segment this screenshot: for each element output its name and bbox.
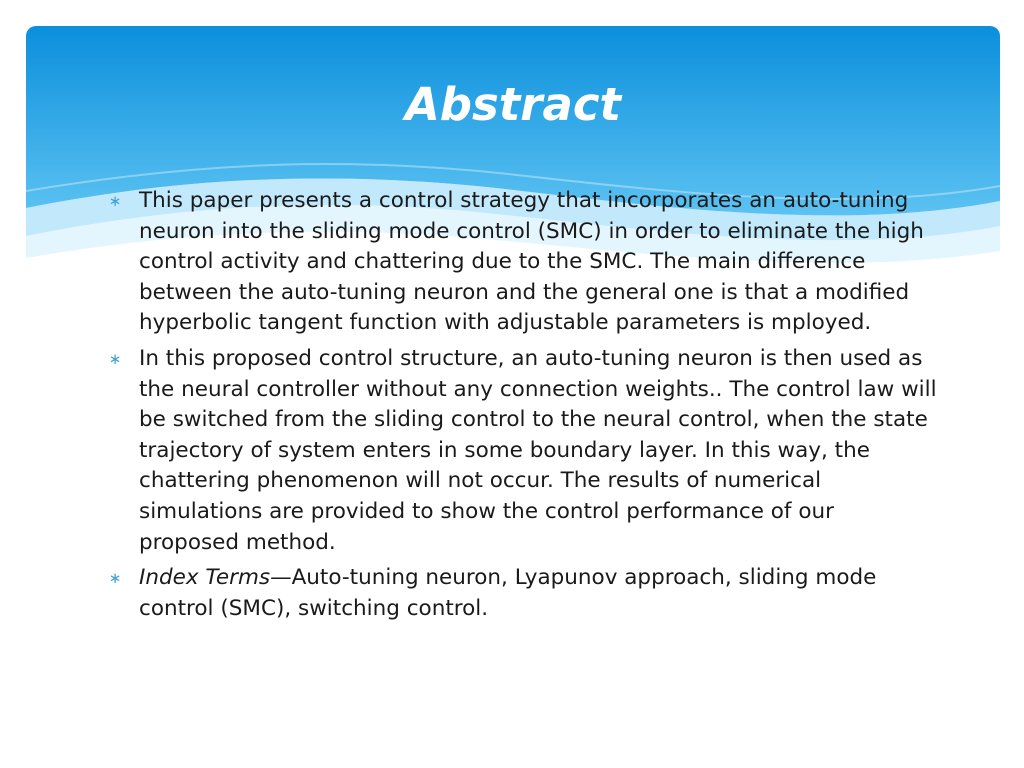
bullet-item (108, 186, 938, 339)
asterisk-bullet-icon: ∗ (108, 349, 122, 368)
bullet-item (108, 344, 938, 558)
asterisk-bullet-icon: ∗ (108, 192, 122, 210)
index-terms-label: Index Terms (139, 565, 271, 591)
bullet-text: In this proposed control structure, an auto-tuning neuron is then used as the neural controller without any connection weights.. The control law will be switched from the sliding control to the neural control, when the state trajectory of system enters in some boundary layer. In this way, the chattering phenomenon will not occur. The results of numerical simulations are provided to show the control performance of our proposed method. (139, 345, 937, 555)
bullet-text: This paper presents a control strategy that incorporates an auto-tuning neuron into the sliding mode control (SMC) in order to eliminate the high control activity and chattering due to the SMC. The main difference between the auto-tuning neuron and the general one is that a modified hyperbolic tangent function with adjustable parameters is mployed. (139, 188, 924, 336)
asterisk-bullet-icon: ∗ (108, 569, 122, 588)
bullet-item-index-terms (108, 563, 938, 624)
bullet-list (108, 186, 938, 629)
slide-title: Abstract (404, 78, 622, 131)
index-terms-text: —Auto-tuning neuron, Lyapunov approach, sliding mode control (SMC), switching control. (139, 565, 877, 621)
